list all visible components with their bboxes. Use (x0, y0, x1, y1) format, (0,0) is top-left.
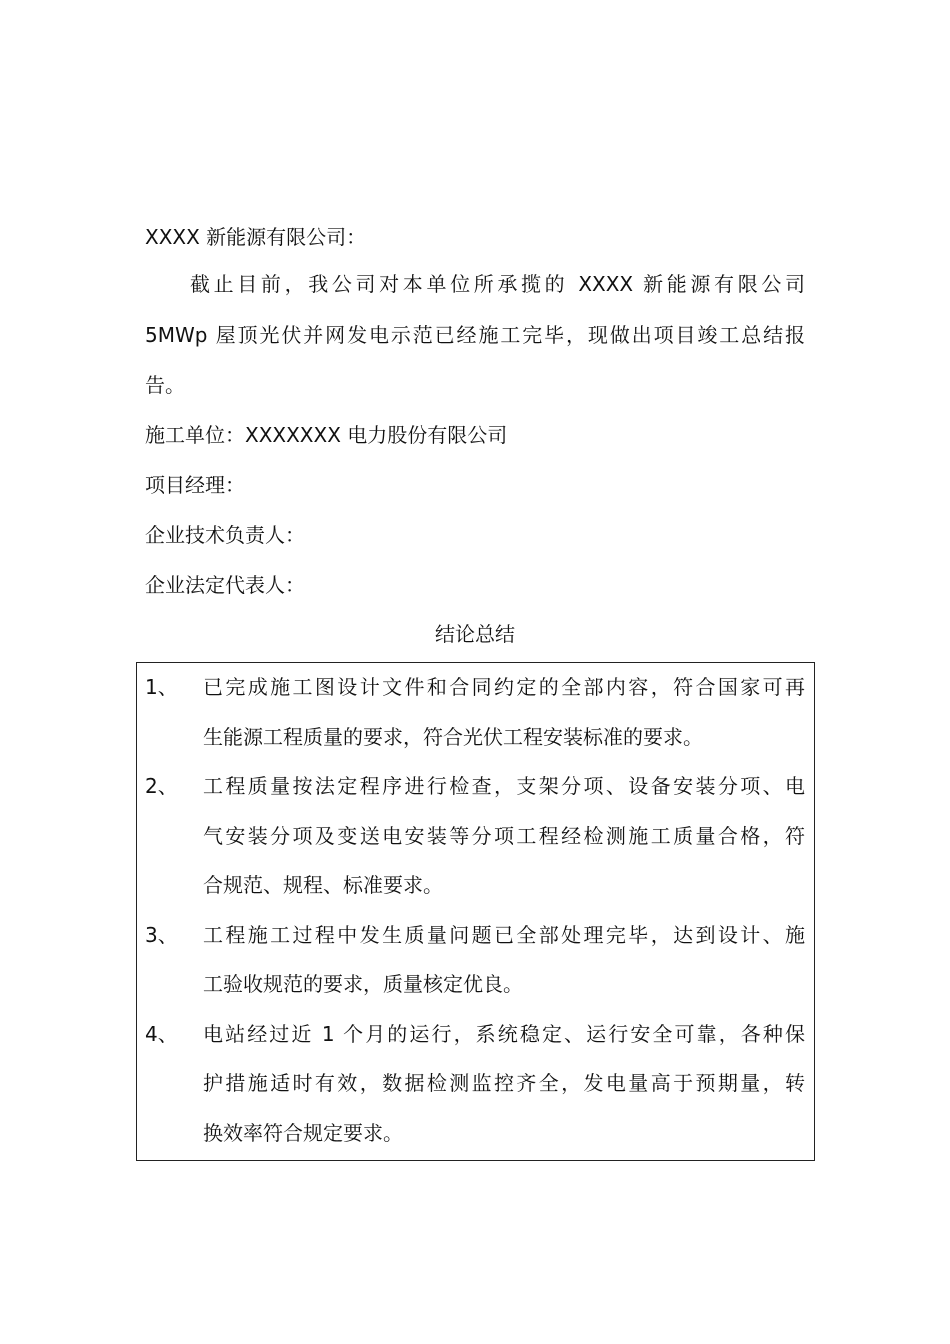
item-number: 3、 (145, 923, 178, 947)
item-4-line-1: 电站经过近 1 个月的运行，系统稳定、运行安全可靠，各种保 (203, 1022, 805, 1046)
body-line-1: 截止目前，我公司对本单位所承揽的 XXXX 新能源有限公司 (190, 272, 805, 296)
body-line-2: 5MWp 屋顶光伏并网发电示范已经施工完毕，现做出项目竣工总结报 (145, 323, 805, 347)
item-2-line-3: 合规范、规程、标准要求。 (203, 873, 443, 897)
project-manager-line: 项目经理： (145, 473, 245, 497)
body-line-3: 告。 (145, 373, 185, 397)
item-1-line-1: 已完成施工图设计文件和合同约定的全部内容，符合国家可再 (203, 675, 805, 699)
item-number: 4、 (145, 1022, 178, 1046)
tech-lead-line: 企业技术负责人： (145, 523, 305, 547)
item-4-line-3: 换效率符合规定要求。 (203, 1121, 403, 1145)
conclusion-title: 结论总结 (435, 622, 515, 646)
contractor-line: 施工单位：XXXXXXX 电力股份有限公司 (145, 423, 508, 447)
item-4-line-2: 护措施适时有效，数据检测监控齐全，发电量高于预期量，转 (203, 1071, 805, 1095)
item-3-line-1: 工程施工过程中发生质量问题已全部处理完毕，达到设计、施 (203, 923, 805, 947)
item-1-line-2: 生能源工程质量的要求，符合光伏工程安装标准的要求。 (203, 725, 703, 749)
item-number: 1、 (145, 675, 178, 699)
item-number: 2、 (145, 774, 178, 798)
addressee: XXXX 新能源有限公司： (145, 225, 367, 249)
item-3-line-2: 工验收规范的要求，质量核定优良。 (203, 972, 523, 996)
legal-rep-line: 企业法定代表人： (145, 573, 305, 597)
item-2-line-1: 工程质量按法定程序进行检查，支架分项、设备安装分项、电 (203, 774, 805, 798)
item-2-line-2: 气安装分项及变送电安装等分项工程经检测施工质量合格，符 (203, 824, 805, 848)
